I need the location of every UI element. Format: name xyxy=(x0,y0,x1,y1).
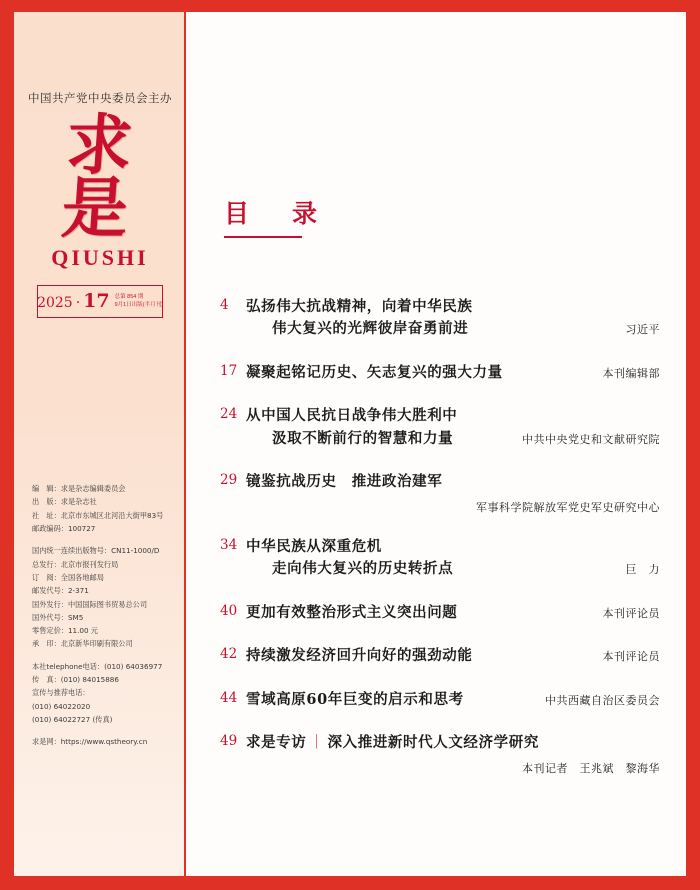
magazine-logo-chinese: 求 是 xyxy=(59,106,141,247)
page-title: 目 录 xyxy=(224,199,327,228)
colophon-line: 编 辑：求是杂志编辑委员会 xyxy=(32,484,126,493)
toc-title-line xyxy=(246,362,660,384)
toc-entry-body xyxy=(246,602,660,624)
list-item[interactable] xyxy=(220,732,660,775)
toc-author: 本刊评论员 xyxy=(602,606,660,620)
colophon-line: 传 真：(010) 84015886 xyxy=(32,675,119,685)
toc-page-number: 40 xyxy=(220,602,238,619)
masthead-column xyxy=(14,12,186,876)
toc-title-line xyxy=(246,558,660,580)
toc-article-title: 从中国人民抗日战争伟大胜利中 xyxy=(246,407,458,425)
colophon-line: 国外代号：SM5 xyxy=(32,612,84,622)
toc-article-title: 弘扬伟大抗战精神，向着中华民族 xyxy=(246,298,473,315)
toc-entry-body xyxy=(246,536,660,581)
page-inner xyxy=(14,12,686,876)
list-item[interactable] xyxy=(220,602,660,624)
issue-separator: · xyxy=(75,295,81,312)
table-of-contents xyxy=(220,296,660,776)
issue-total-number: 总第 854 期 xyxy=(114,294,144,301)
toc-article-title-cont: 走向伟大复兴的历史转折点 xyxy=(272,560,454,578)
toc-article-title: 镜鉴抗战历史 推进政治建军 xyxy=(246,473,443,491)
colophon-line: 邮发代号：2-371 xyxy=(32,586,89,596)
issue-meta xyxy=(115,293,163,310)
colophon xyxy=(32,482,178,749)
toc-author: 巨 力 xyxy=(625,563,660,577)
toc-article-title: 凝聚起铭记历史、矢志复兴的强大力量 xyxy=(246,363,503,381)
toc-author: 军事科学院解放军党史军史研究中心 xyxy=(476,500,660,514)
toc-entry-body xyxy=(246,405,660,450)
colophon-line: 总发行：北京市报刊发行局 xyxy=(32,559,119,569)
toc-article-title: 雪域高原60年巨变的启示和思考 xyxy=(246,690,464,708)
colophon-block-publisher xyxy=(32,482,178,535)
toc-title-line xyxy=(246,536,660,558)
toc-article-subtitle: 深入推进新时代人文经济学研究 xyxy=(327,734,539,752)
toc-column-separator: ｜ xyxy=(309,735,325,752)
list-item[interactable] xyxy=(220,689,660,711)
toc-title-line xyxy=(246,318,660,340)
toc-title-line xyxy=(246,296,660,318)
toc-author: 本刊编辑部 xyxy=(602,366,660,380)
issue-number: 17 xyxy=(83,290,110,313)
toc-page-number: 42 xyxy=(220,646,238,663)
list-item[interactable] xyxy=(220,645,660,667)
colophon-block-distribution xyxy=(32,544,178,651)
colophon-line: (010) 64022020 xyxy=(32,701,91,711)
toc-entry-body xyxy=(246,689,660,711)
toc-article-title: 更加有效整治形式主义突出问题 xyxy=(246,603,458,621)
issue-publish-date: 9月1日出版(半月刊) xyxy=(114,302,163,309)
toc-page-number: 24 xyxy=(220,406,238,423)
list-item[interactable] xyxy=(220,405,660,450)
sponsor-line: 中国共产党中央委员会主办 xyxy=(28,91,172,105)
issue-badge xyxy=(37,285,163,318)
colophon-website: 求是网：https://www.qstheory.cn xyxy=(32,737,148,747)
toc-title-line xyxy=(246,689,660,711)
toc-title-line xyxy=(246,645,660,667)
toc-title-line xyxy=(246,471,660,493)
colophon-line: 社 址：北京市东城区北河沿大街甲83号 xyxy=(32,510,164,520)
list-item[interactable] xyxy=(220,471,660,514)
colophon-line: 宣传与推荐电话： xyxy=(32,688,90,698)
colophon-line: 国外发行：中国国际图书贸易总公司 xyxy=(32,599,148,609)
toc-author: 中共中央党史和文献研究院 xyxy=(522,432,660,446)
toc-title-line xyxy=(246,732,660,754)
colophon-line: 订 阅：全国各地邮局 xyxy=(32,572,104,582)
list-item[interactable] xyxy=(220,536,660,581)
toc-page-number: 44 xyxy=(220,689,238,706)
list-item[interactable] xyxy=(220,296,660,341)
colophon-line: 邮政编码：100727 xyxy=(32,523,96,533)
colophon-line: 零售定价：11.00 元 xyxy=(32,626,98,636)
magazine-logo-pinyin: QIUSHI xyxy=(51,245,149,271)
toc-column-label: 求是专访 xyxy=(246,734,307,752)
colophon-line: 国内统一连续出版物号：CN11-1000/D xyxy=(32,546,160,556)
toc-entry-body xyxy=(246,296,660,341)
colophon-line: 承 印：北京新华印刷有限公司 xyxy=(32,639,133,649)
toc-article-title: 持续激发经济回升向好的强劲动能 xyxy=(246,647,473,665)
toc-page-number: 29 xyxy=(220,472,238,489)
toc-author: 习近平 xyxy=(625,323,660,337)
toc-author: 本刊记者 王兆斌 黎海华 xyxy=(522,761,660,775)
toc-entry-body xyxy=(246,645,660,667)
toc-entry-body xyxy=(246,471,660,514)
toc-page-number: 49 xyxy=(220,733,238,750)
toc-page-number: 34 xyxy=(220,536,238,553)
toc-title-line xyxy=(246,405,660,427)
toc-page-number: 4 xyxy=(220,297,229,313)
masthead xyxy=(14,12,186,318)
toc-entry-body xyxy=(246,732,660,775)
issue-year: 2025 xyxy=(37,295,73,312)
colophon-line: (010) 64022727 (传真) xyxy=(32,715,113,724)
list-item[interactable] xyxy=(220,362,660,384)
colophon-block-contact xyxy=(32,660,178,727)
contents-column xyxy=(186,12,686,876)
toc-article-title: 中华民族从深重危机 xyxy=(246,537,382,555)
colophon-line: 出 版：求是杂志社 xyxy=(32,497,97,507)
toc-article-title xyxy=(246,732,539,754)
toc-page-number: 17 xyxy=(220,362,238,379)
toc-author: 中共西藏自治区委员会 xyxy=(545,693,660,707)
toc-article-title-cont: 伟大复兴的光辉彼岸奋勇前进 xyxy=(272,320,469,338)
toc-title-line xyxy=(246,428,660,450)
issue-number-line xyxy=(37,290,110,312)
title-underline xyxy=(224,236,302,238)
toc-article-title-cont: 汲取不断前行的智慧和力量 xyxy=(272,429,454,447)
toc-title-line xyxy=(246,602,660,624)
toc-author: 本刊评论员 xyxy=(602,650,660,664)
colophon-line: 本社telephone电话：(010) 64036977 xyxy=(32,661,163,671)
toc-entry-body xyxy=(246,362,660,384)
